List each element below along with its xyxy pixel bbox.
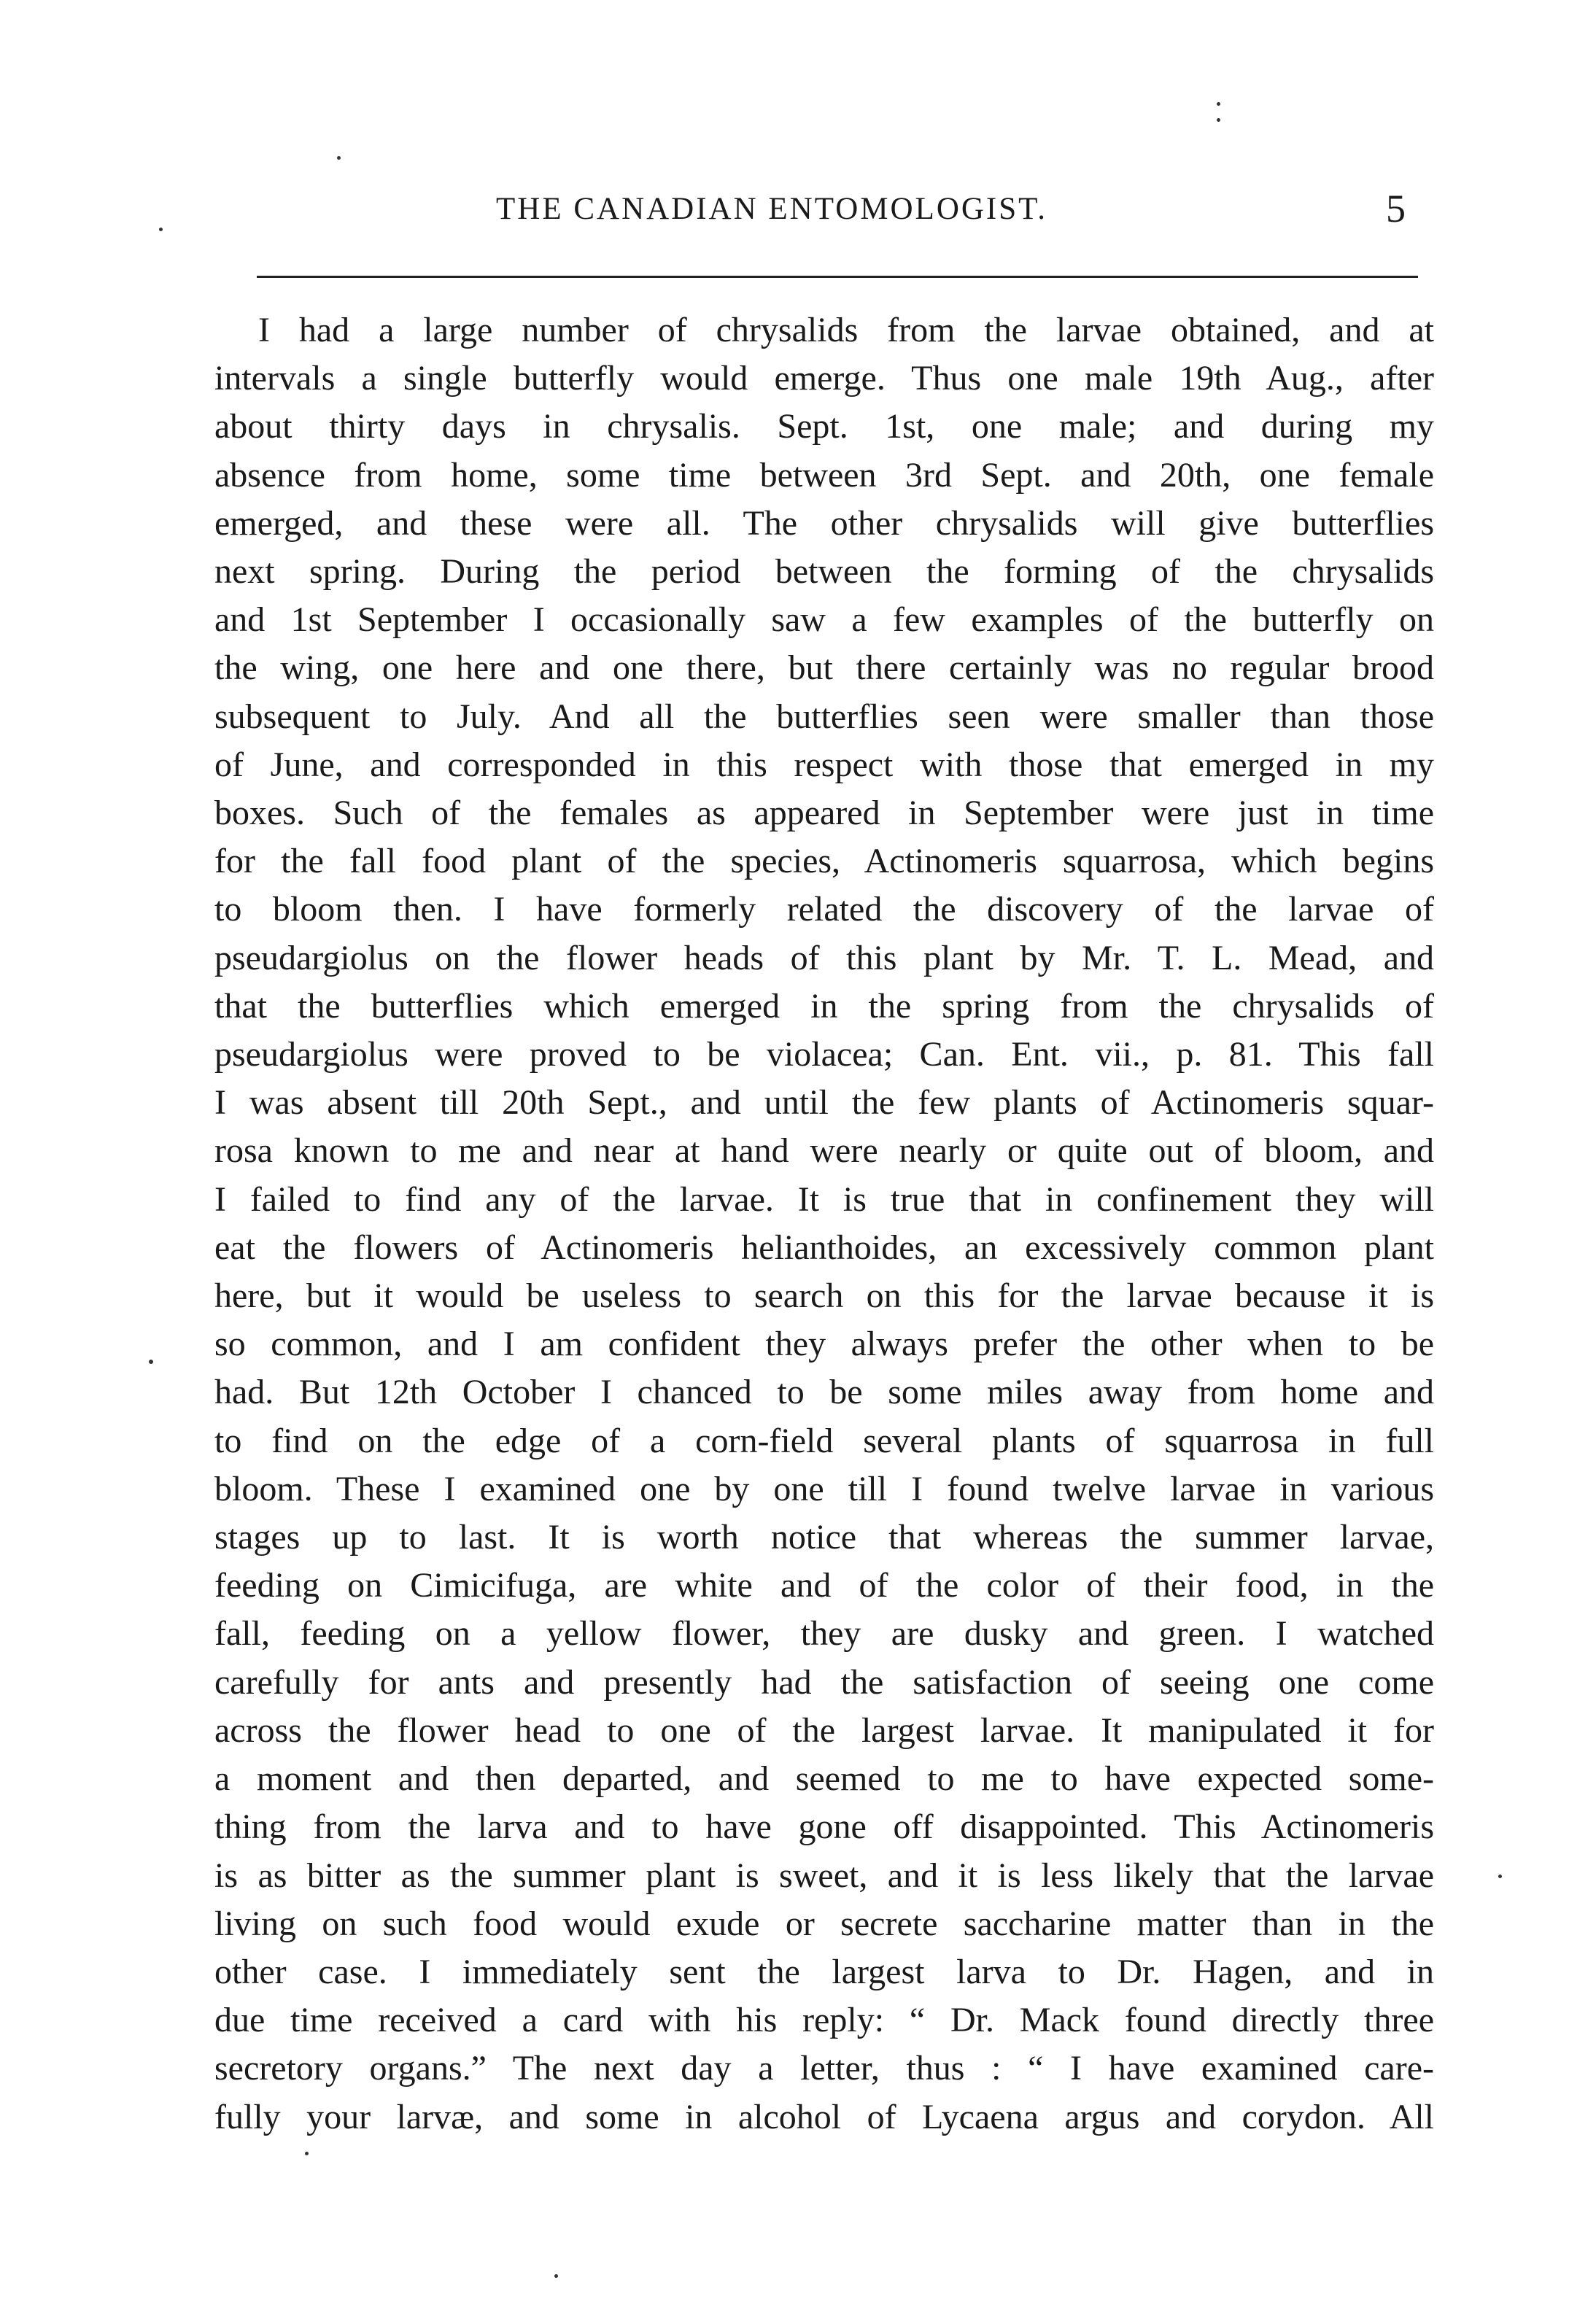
- text-line: is as bitter as the summer plant is sweet, and it is less likely that the larvae: [214, 1856, 1434, 1895]
- text-line: I failed to find any of the larvae. It is true that in confinement they will: [214, 1179, 1434, 1219]
- text-line: across the flower head to one of the largest larvae. It manipulated it for: [214, 1710, 1434, 1750]
- running-head: THE CANADIAN ENTOMOLOGIST.: [496, 192, 1047, 226]
- text-line: so common, and I am confident they always prefer the other when to be: [214, 1325, 1434, 1364]
- text-line: rosa known to me and near at hand were nearly or quite out of bloom, and: [214, 1131, 1434, 1171]
- text-line: pseudargiolus were proved to be violacea; Can. Ent. vii., p. 81. This fall: [214, 1035, 1434, 1074]
- text-line: I had a large number of chrysalids from the larvae obtained, and at: [258, 311, 1434, 349]
- text-line: subsequent to July. And all the butterflies seen were smaller than those: [214, 697, 1434, 736]
- page-number: 5: [1386, 187, 1406, 230]
- text-line: other case. I immediately sent the largest larva to Dr. Hagen, and in: [214, 1952, 1434, 1991]
- text-line: emerged, and these were all. The other chrysalids will give butterflies: [214, 503, 1434, 543]
- text-line: next spring. During the period between the forming of the chrysalids: [214, 552, 1434, 592]
- text-line: the wing, one here and one there, but there certainly was no regular brood: [214, 648, 1434, 688]
- text-line: fall, feeding on a yellow flower, they are dusky and green. I watched: [214, 1614, 1434, 1654]
- text-line: secretory organs.” The next day a letter, thus : “ I have examined care-: [214, 2049, 1434, 2088]
- text-line: that the butterflies which emerged in the spring from the chrysalids of: [214, 986, 1434, 1026]
- text-line: bloom. These I examined one by one till I found twelve larvae in various: [214, 1469, 1434, 1508]
- text-line: due time received a card with his reply: “ Dr. Mack found directly three: [214, 2001, 1434, 2040]
- text-line: fully your larvæ, and some in alcohol of Lycaena argus and corydon. All: [214, 2097, 1434, 2136]
- scan-speck: [337, 156, 341, 160]
- body-text: [214, 306, 1434, 2141]
- text-line: stages up to last. It is worth notice that whereas the summer larvae,: [214, 1518, 1434, 1557]
- scan-speck: [554, 2274, 558, 2278]
- text-line: intervals a single butterfly would emerge. Thus one male 19th Aug., after: [214, 359, 1434, 398]
- text-line: and 1st September I occasionally saw a few examples of the butterfly on: [214, 600, 1434, 640]
- text-line: living on such food would exude or secrete saccharine matter than in the: [214, 1904, 1434, 1943]
- scan-speck: [1498, 1875, 1502, 1878]
- text-line: carefully for ants and presently had the satisfaction of seeing one come: [214, 1662, 1434, 1702]
- text-line: thing from the larva and to have gone off disappointed. This Actinomeris: [214, 1807, 1434, 1847]
- text-line: I was absent till 20th Sept., and until the few plants of Actinomeris squar-: [214, 1083, 1434, 1123]
- text-line: for the fall food plant of the species, Actinomeris squarrosa, which begins: [214, 842, 1434, 881]
- text-line: to find on the edge of a corn-field several plants of squarrosa in full: [214, 1421, 1434, 1460]
- text-line: had. But 12th October I chanced to be some miles away from home and: [214, 1373, 1434, 1412]
- header-rule: [257, 276, 1418, 278]
- text-line: to bloom then. I have formerly related the discovery of the larvae of: [214, 890, 1434, 929]
- text-line: pseudargiolus on the flower heads of this plant by Mr. T. L. Mead, and: [214, 938, 1434, 977]
- text-line: here, but it would be useless to search on this for the larvae because it is: [214, 1276, 1434, 1316]
- scan-speck: [305, 2152, 309, 2155]
- text-line: eat the flowers of Actinomeris helianthoides, an excessively common plant: [214, 1228, 1434, 1267]
- text-line: a moment and then departed, and seemed to me to have expected some-: [214, 1759, 1434, 1799]
- text-line: about thirty days in chrysalis. Sept. 1st, one male; and during my: [214, 407, 1434, 446]
- scan-speck: [159, 228, 163, 231]
- text-line: of June, and corresponded in this respect with those that emerged in my: [214, 745, 1434, 784]
- text-line: boxes. Such of the females as appeared in September were just in time: [214, 794, 1434, 833]
- scan-speck: [1217, 118, 1220, 122]
- text-line: feeding on Cimicifuga, are white and of the color of their food, in the: [214, 1566, 1434, 1605]
- text-line: absence from home, some time between 3rd Sept. and 20th, one female: [214, 455, 1434, 495]
- scan-speck: [1217, 102, 1220, 106]
- scan-speck: [149, 1360, 153, 1364]
